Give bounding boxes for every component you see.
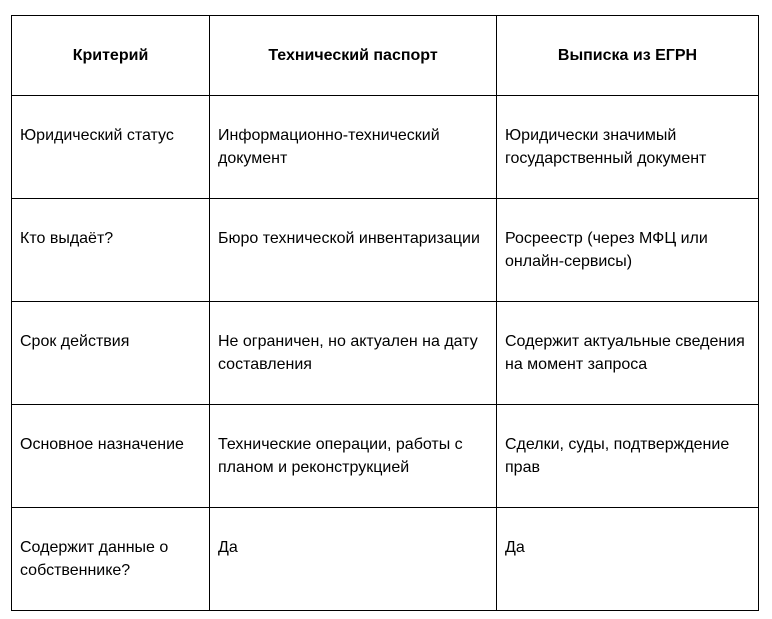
cell-tech-passport: Бюро технической инвентаризации (210, 199, 497, 302)
table-header (12, 16, 759, 96)
cell-criterion: Юридический статус (12, 96, 210, 199)
cell-egrn-extract: Росреестр (через МФЦ или онлайн-сервисы) (497, 199, 759, 302)
header-row (12, 16, 759, 96)
cell-egrn-extract: Да (497, 508, 759, 611)
header-tech-passport: Технический паспорт (210, 16, 497, 96)
table-row (12, 405, 759, 508)
comparison-table (11, 15, 759, 611)
cell-egrn-extract: Юридически значимый государственный документ (497, 96, 759, 199)
cell-egrn-extract: Содержит актуальные сведения на момент запроса (497, 302, 759, 405)
header-criterion: Критерий (12, 16, 210, 96)
cell-tech-passport: Информационно-технический документ (210, 96, 497, 199)
table-row (12, 302, 759, 405)
cell-tech-passport: Да (210, 508, 497, 611)
cell-criterion: Содержит данные о собственнике? (12, 508, 210, 611)
cell-criterion: Срок действия (12, 302, 210, 405)
cell-tech-passport: Не ограничен, но актуален на дату составления (210, 302, 497, 405)
cell-criterion: Кто выдаёт? (12, 199, 210, 302)
table-row (12, 199, 759, 302)
cell-egrn-extract: Сделки, суды, подтверждение прав (497, 405, 759, 508)
header-egrn-extract: Выписка из ЕГРН (497, 16, 759, 96)
table-row (12, 508, 759, 611)
cell-criterion: Основное назначение (12, 405, 210, 508)
cell-tech-passport: Технические операции, работы с планом и реконструкцией (210, 405, 497, 508)
table-body (12, 96, 759, 611)
table-row (12, 96, 759, 199)
